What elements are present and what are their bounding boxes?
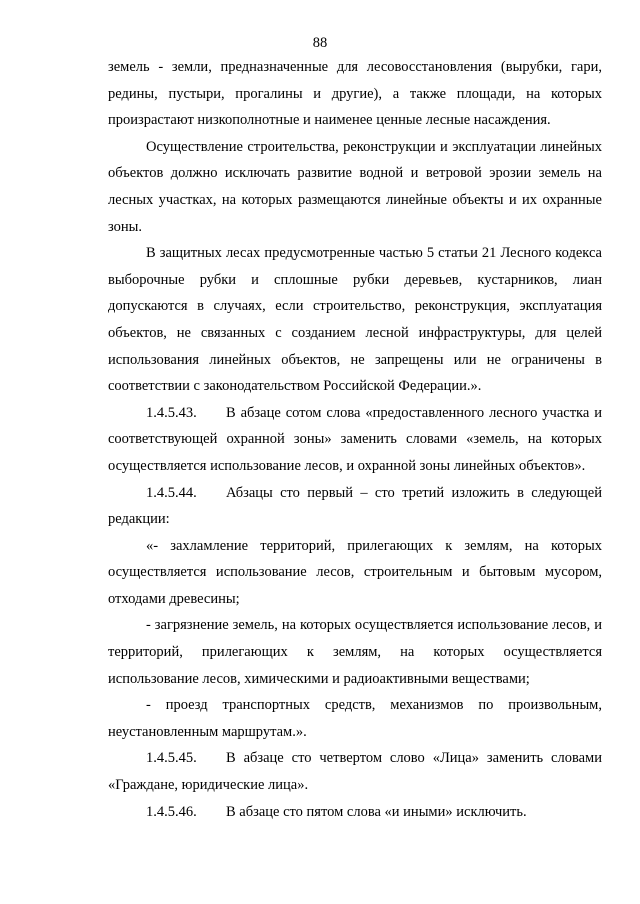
paragraph-number: 1.4.5.46.: [146, 803, 197, 820]
paragraph-text: В абзаце сто пятом слова «и иными» исключить.: [226, 803, 527, 820]
numbered-paragraph: [108, 799, 602, 826]
numbered-paragraph: [108, 480, 602, 533]
paragraph-text: Абзацы сто первый – сто третий изложить в следующей редакции:: [108, 484, 602, 528]
paragraph-number: 1.4.5.43.: [146, 404, 197, 421]
numbered-paragraph: [108, 745, 602, 798]
paragraph-number: 1.4.5.45.: [146, 750, 197, 767]
paragraph-continuation: [108, 54, 602, 134]
quoted-list-item: [108, 533, 602, 613]
quoted-list-item: [108, 692, 602, 745]
document-body: [108, 54, 602, 825]
paragraph-text: Осуществление строительства, реконструкции и эксплуатации линейных объектов должно исключать развитие водной и ветровой эрозии земель на лесных участках, на которых размещаются линейные объекты и их охранные зоны.: [108, 138, 602, 235]
page-number: 88: [312, 35, 328, 51]
paragraph-text: В абзаце сто четвертом слово «Лица» заменить словами «Граждане, юридические лица».: [108, 750, 602, 794]
numbered-paragraph: [108, 400, 602, 480]
paragraph-text: В абзаце сотом слова «предоставленного лесного участка и соответствующей охранной зоны» заменить словами «земель, на которых осуществляется использование лесов, и охранной зоны линейных объектов».: [108, 404, 602, 474]
paragraph-number: 1.4.5.44.: [146, 484, 197, 501]
paragraph-text: «- захламление территорий, прилегающих к землям, на которых осуществляется использование лесов, строительным и бытовым мусором, отходами древесины;: [108, 537, 602, 607]
paragraph-text: В защитных лесах предусмотренные частью 5 статьи 21 Лесного кодекса выборочные рубки и сплошные рубки деревьев, кустарников, лиан допускаются в случаях, если строительство, реконструкция, эксплуатация объектов, не связанных с созданием лесной инфраструктуры, для целей использования линейных объектов, не запрещены или не ограничены в соответствии с законодательством Российской Федерации.».: [108, 245, 602, 395]
paragraph: [108, 134, 602, 240]
paragraph: [108, 240, 602, 400]
quoted-list-item: [108, 612, 602, 692]
paragraph-text: земель - земли, предназначенные для лесовосстановления (вырубки, гари, редины, пустыри, прогалины и другие), а также площади, на которых произрастают низкополнотные и наименее ценные лесные насаждения.: [108, 59, 602, 129]
paragraph-text: - загрязнение земель, на которых осуществляется использование лесов, и территорий, прилегающих к землям, на которых осуществляется использование лесов, химическими и радиоактивными веществами;: [108, 617, 602, 687]
paragraph-text: - проезд транспортных средств, механизмов по произвольным, неустановленным маршрутам.».: [108, 697, 602, 740]
